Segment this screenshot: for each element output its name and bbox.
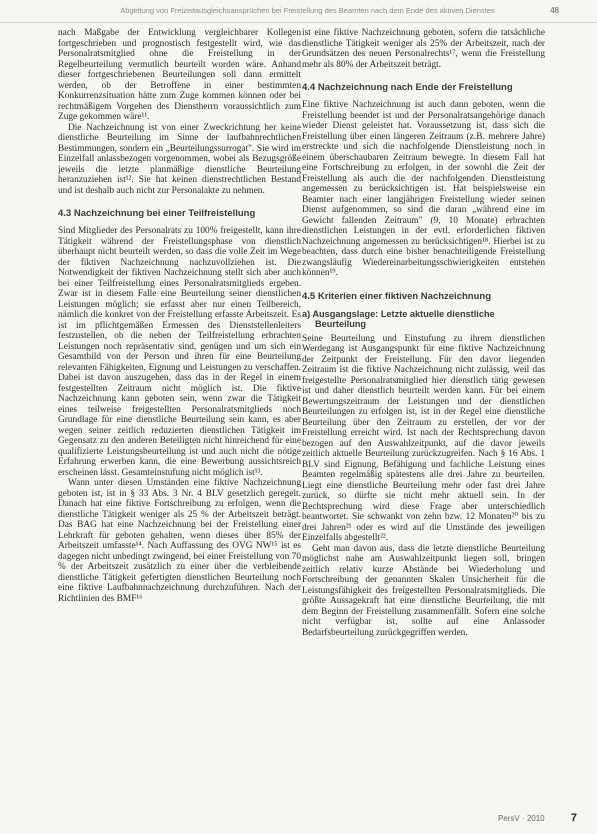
paragraph-continuation: ist eine fiktive Nachzeichnung geboten, sofern die tatsächliche dienstliche Tätigkeit weniger als 25% der Arbeitszeit, nach der Grundsätzen des neuen Personalrechts¹⁷, wenn die Freistellung mehr als 80% der Arbeitszeit beträgt. [302, 28, 545, 70]
right-column [302, 28, 545, 804]
paragraph-ende-freistellung: Eine fiktive Nachzeichnung ist auch dann geboten, wenn die Freistellung beendet ist und der Personalratsangehörige danach wieder Dienst geleistet hat. Voraussetzung ist, dass sich die Freistellung über einen längeren Zeitraum (z.B. mehrere Jahre) erstreckte und sich die nachfolgende Dienstleistung noch in einem überschaubaren Zeitraum bewegte. In diesem Fall hat eine Fortschreibung zu erfolgen, in der sowohl die Zeit der Freistellung als auch die der nachfolgenden Dienstleistung angemessen zu berücksichtigen ist. Hat beispielsweise ein Beamter nach einer langjährigen Freistellung wieder seinen Dienst aufgenommen, so sind die daran „während eine im Gewicht fallenden Zeitraum" (9, 10 Monate) erbrachten dienstlichen Leistungen in der evtl. erforderlichen fiktiven Nachzeichnung angemessen zu berücksichtigen¹⁸. Hierbei ist zu beachten, dass durch eine bisher benachteiligende Freistellung zwangsläufig Wiedereinarbeitungsschwierigkeiten entstehen können¹⁹. [302, 100, 545, 278]
subheading-ausgangslage-cont: Beurteilung [315, 319, 367, 329]
running-header [0, 0, 597, 23]
heading-teilfreistellung: 4.3 Nachzeichnung bei einer Teilfreistellung [58, 208, 256, 219]
paragraph-kriterien-2: Geht man davon aus, dass die letzte dienstliche Beurteilung möglichst nahe am Auswahlzeitpunkt liegen soll, bringen zeitlich relativ kurze Abstände bei Wiederholung und Fortschreibung der genannten Skalen Unsicherheit für die Leistungsfähigkeit des freigestellten Personalratsmitglieds. Die größte Aussagekraft hat eine dienstliche Beurteilung, die mit dem Beginn der Freistellung zusammenfällt. Sofern eine solche nicht verfügbar ist, sollte auf eine Anlassoder Bedarfsbeurteilung zurückgegriffen werden. [302, 543, 545, 638]
footer-issue: PersV · 2010 [497, 814, 545, 823]
left-column [58, 28, 301, 804]
paragraph-teilfreistellung-2: Wann unter diesen Umständen eine fiktive Nachzeichnung geboten ist, ist in § 33 Abs. 3 Nr. 4 BLV gesetzlich geregelt. Danach hat eine fiktive Fortschreibung zu erfolgen, wenn die dienstliche Tätigkeit weniger als 25 % der Arbeitszeit beträgt. Das BAG hat eine Nachzeichnung bei der Freistellung einer Lehrkraft für geboten gehalten, wenn dieses über 85% der Arbeitszeit umfasste¹⁴. Nach Auffassung des OVG NW¹⁵ ist es dagegen nicht unbedingt zwingend, bei einer Freistellung von 70 % der Arbeitszeit zusätzlich zu einer über die verbleibende dienstliche Tätigkeit gefertigten dienstlichen Beurteilung noch eine fiktive Laufbahnnachzeichnung durchzuführen. Nach der Richtlinien des BMF¹⁶ [58, 478, 301, 604]
paragraph-kriterien-1: Seine Beurteilung und Einstufung zu ihrem dienstlichen Werdegang ist Ausgangspunkt für eine fiktive Nachzeichnung der Zeitpunkt der Freistellung. Für den davor liegenden Zeitraum ist die fiktive Nachzeichnung nicht zulässig, weil das freigestellte Personalratsmitglied hier dienstlich tätig gewesen ist und daher dienstlich beurteilt werden kann. Für bei einem Bewertungszeitraum der Leistungen und der dienstlichen Beurteilungen zu erfolgen ist, ist in der Regel eine dienstliche Beurteilung über den Zeitraum zu erstellen, der vor der Freistellung erreicht wird. Ist nach der Rechtsprechung davon bezogen auf den Auswahlzeitpunkt, auf die davor jeweils zeitlich aktuelle Beurteilung zurückzugreifen. Nach § 16 Abs. 1 BLV sind Eignung, Befähigung und fachliche Leistung eines Beamten regelmäßig spätestens alle drei Jahre zu beurteilen. Liegt eine dienstliche Beurteilung mehr oder fast drei Jahre zurück, so dürfte sie nicht mehr aktuell sein. In der Rechtsprechung wird diese Frage aber unterschiedlich beantwortet. Sie schwankt von zehn bzw. 12 Monaten²⁰ bis zu drei Jahren²¹ oder es wird auf die Umstände des jeweiligen Einzelfalls abgestellt²². [302, 333, 545, 543]
paragraph-nachzeichnung: Die Nachzeichnung ist von einer Zweckrichtung her keine dienstliche Beurteilung im Sinne der laufbahnrechtlichen Bestimmungen, sondern ein „Beurteilungssurrogat". Sie wird im Einzelfall anlassbezogen vorgenommen, wobei als Bezugsgröße jeweils die letzte planmäßige dienstliche Beurteilung heranzuziehen ist¹². Sie hat keinen dienstrechtlichen Bestand und ist deshalb auch nicht zur Personalakte zu nehmen. [58, 122, 301, 196]
subheading-ausgangslage-label: a) Ausgangslage: [302, 308, 379, 319]
heading-kriterien: 4.5 Kriterien einer fiktiven Nachzeichnung [302, 290, 491, 302]
footer-page-number: 7 [570, 812, 577, 824]
heading-ende-freistellung: 4.4 Nachzeichnung nach Ende der Freistellung [302, 82, 513, 93]
page-footer [498, 812, 577, 824]
running-header-title: Abgeltung von Freizeitausgleichsansprüchen bei Freistellung des Beamten nach dem Ende des aktiven Dienstes [120, 6, 495, 15]
subheading-ausgangslage-text: Letzte aktuelle dienstliche [380, 308, 495, 319]
paragraph-teilfreistellung-1: Sind Mitglieder des Personalrats zu 100% freigestellt, kann ihre Tätigkeit während der Freistellungsphase von dienstlich überhaupt nicht beurteilt werden, so dass die volle Zeit im Wege der fiktiven Nachzeichnung nachzuvollziehen ist. Die Notwendigkeit der fiktiven Nachzeichnung stellt sich aber auch bei einer Teilfreistellung eines Personalratsmitglieds ergeben. Zwar ist in diesem Falle eine Beurteilung seiner dienstlichen Leistungen möglich; sie erfasst aber nur einen Teilbereich, nämlich die konkret von der Freistellung erfasste Arbeitszeit. Es ist im pflichtgemäßen Ermessen des Dienststellenleiters festzustellen, ob die neben der Teilfreistellung erbrachten Leistungen noch repräsentativ sind, genügen und um sich ein Gesamtbild von der Person und ihren für eine Beurteilung relevanten Fähigkeiten, Eignung und Leistungen zu verschaffen. Dabei ist davon auszugehen, dass das in der Regel in einem festgestellten Zeitraum nicht möglich ist. Die fiktive Nachzeichnung kann geboten sein, wenn zwar die Tätigkeit eines teilweise freigestellten Personalratsmitglieds noch Grundlage für eine dienstliche Beurteilung sein kann, es aber wegen seiner zeitlich reduzierten dienstlichen Tätigkeit im Gegensatz zu den anderen Beteiligten nicht hinreichend für eine qualifizierte Leistungsbeurteilung ist und auch nicht die nötige Erfahrung erwerben kann, die eine Bewerbung aussichtsreich erscheinen lässt. Gesamteinstufung nicht möglich ist¹³. [58, 226, 301, 478]
subheading-ausgangslage [302, 309, 545, 330]
paragraph-intro: nach Maßgabe der Entwicklung vergleichbarer Kollegen fortgeschrieben und prognostisch festgestellt wird, wie das Personalratsmitglied ohne die Freistellung in der Regelbeurteilung vermutlich beurteilt worden wäre. Anhand dieser fortgeschriebenen Beurteilungen soll dann ermittelt werden, ob der Betroffene in einer bestimmten Konkurrenzsituation hätte zum Zuge kommen können oder bei rechtmäßigem Vorgehen des Dienstherrn voraussichtlich zum Zuge gekommen wäre¹¹. [58, 28, 301, 122]
running-header-page-number: 48 [550, 6, 559, 15]
